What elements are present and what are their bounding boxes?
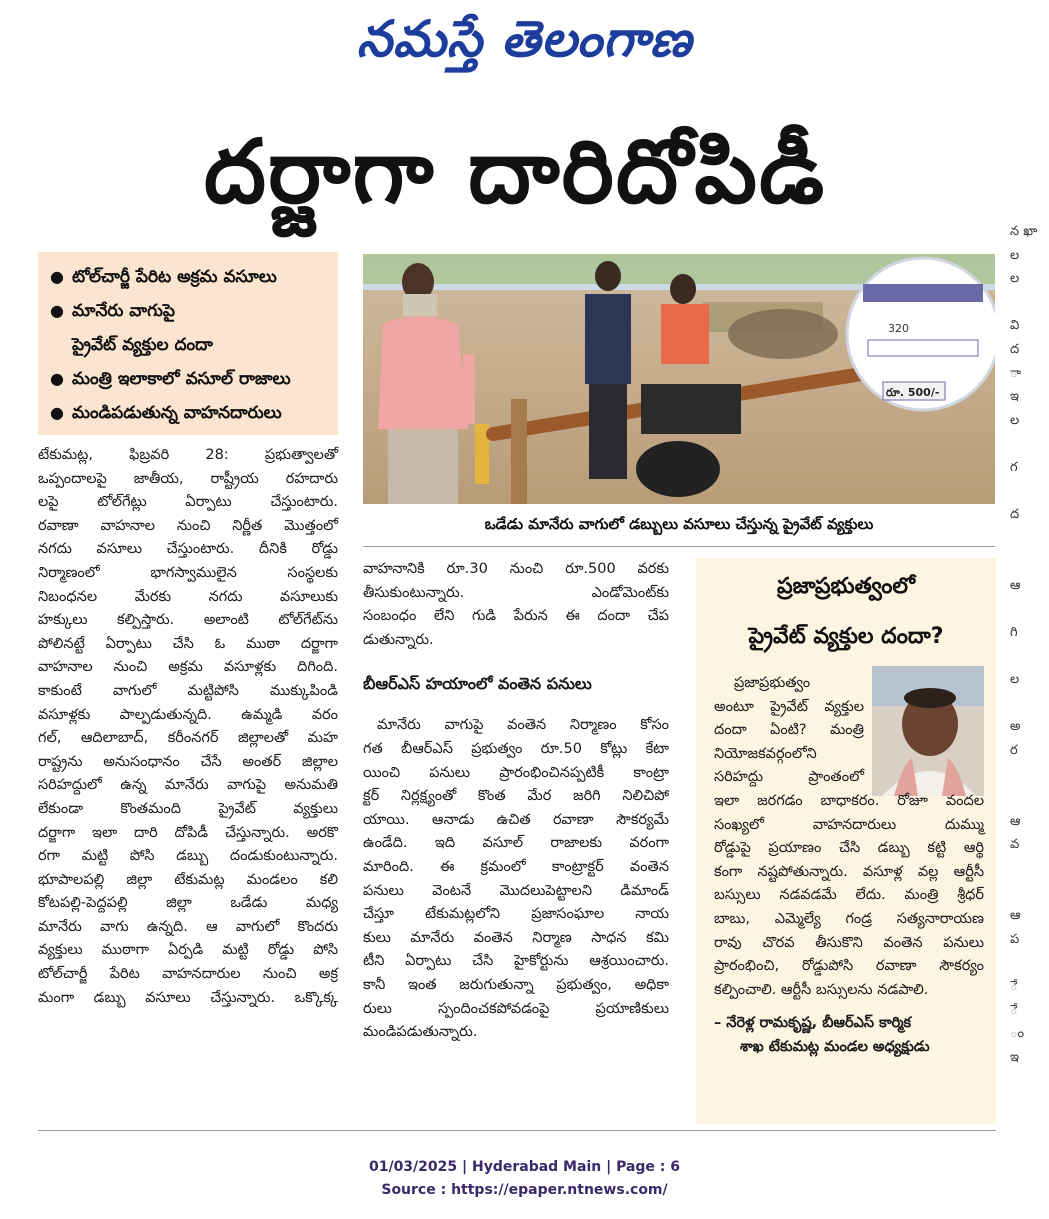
newspaper-masthead: నమస్తే తెలంగాణ <box>356 9 693 68</box>
fragment-line: వి <box>1010 318 1020 334</box>
divider <box>38 1130 996 1131</box>
fragment-line <box>1010 786 1049 810</box>
fragment-line <box>1010 881 1049 905</box>
text-line: సరిహద్దులో ఉన్న మానేరు వాగుపై అనుమతి <box>38 777 338 794</box>
news-photo <box>363 254 995 504</box>
highlight-item: ● టోల్‌చార్జీ పేరిట అక్రమ వసూలు <box>50 260 338 294</box>
text-line: సరిహద్దు ప్రాంతంలో <box>714 769 864 786</box>
photo-caption: ఒడేడు మానేరు వాగులో డబ్బులు వసూలు చేస్తున్న ప్రైవేట్ వ్యక్తులు <box>484 515 874 533</box>
text-line: హక్కులు కల్పిస్తారు. అలాంటి టోల్‌గేట్‌ను <box>38 612 338 629</box>
highlights-box <box>38 252 338 435</box>
text-line: భూపాలపల్లి జిల్లా టేకుమట్ల మండలం కలి <box>38 871 338 888</box>
divider <box>363 546 995 547</box>
fragment-line: ద <box>1010 341 1020 357</box>
text-line: గత బీఆర్‌ఎస్ ప్రభుత్వం రూ.50 కోట్లు కేటా <box>363 740 669 757</box>
fragment-line: ఇ <box>1010 1049 1019 1065</box>
text-line: రావు చొరవ తీసుకొని వంతెన పనులు <box>714 934 984 951</box>
fragment-line: గ <box>1010 459 1018 475</box>
text-line: అంటూ ప్రైవేట్ వ్యక్తుల <box>714 698 864 715</box>
text-line: గల్, ఆదిలాబాద్, కరీంనగర్ జిల్లాలతో మహ <box>38 730 338 747</box>
text-line: నిబంధనల మేరకు నగదు వసూలుకు <box>38 588 338 605</box>
fragment-line: ప <box>1010 931 1020 947</box>
page-info: 01/03/2025 | Hyderabad Main | Page : 6 <box>368 1159 681 1175</box>
fragment-line: ా <box>1010 365 1021 381</box>
fragment-line <box>1010 432 1049 456</box>
fragment-line: ఆ <box>1010 813 1021 829</box>
sidebar-title-line1: ప్రజాప్రభుత్వంలో <box>776 574 916 599</box>
fragment-line: ే <box>1010 1002 1018 1018</box>
fragment-line: ఆ <box>1010 908 1021 924</box>
text-line: దర్జాగా ఇలా దారి దోపిడీ చేస్తున్నారు. అరకొ <box>38 824 338 841</box>
text-line: బాబు, ఎమ్మెల్యే గండ్ర సత్యనారాయణ <box>714 910 984 927</box>
text-line: కోటపల్లి-పెద్దపల్లి జిల్లా ఒడేడు మధ్య <box>38 895 338 912</box>
sidebar-quote <box>714 672 984 1060</box>
adjacent-column-fragment <box>1010 220 1049 1120</box>
text-line: మానేరు వాగుపై వంతెన నిర్మాణం కోసం <box>377 717 669 734</box>
text-line: మారింది. ఈ క్రమంలో కాంట్రాక్టర్ వంతెన <box>363 858 669 875</box>
highlight-item: ● మంత్రి ఇలాకాలో వసూల్ రాజాలు <box>50 362 338 396</box>
text-line: యాయి. ఆనాడు ఉచిత రవాణా సౌకర్యమే <box>363 811 669 828</box>
text-line: రోడ్డుపై ప్రయాణం చేసి డబ్బు కట్టి ఆర్థి <box>714 840 984 857</box>
text-line: కాకుంటే వాగులో మట్టిపోసి ముక్కుపిండి <box>38 682 338 699</box>
fragment-line <box>1010 480 1049 504</box>
text-line: కానీ ఇంత జరుగుతున్నా ప్రభుత్వం, అధికా <box>363 976 669 993</box>
text-line: రులు స్పందించకపోవడంపై ప్రయాణికులు <box>363 1000 669 1017</box>
text-line: క్టర్ నిర్లక్ష్యంతో కొంత మేర జరిగి నిలిచిపో <box>363 788 669 805</box>
text-line: రగా మట్టి పోసి డబ్బు దండుకుంటున్నారు. <box>38 848 338 865</box>
text-line: కంగా నష్టపోతున్నారు. వసూళ్ల వల్ల ఆర్టీసీ <box>714 863 984 880</box>
text-line: పోలినట్టే ఏర్పాటు చేసి ఓ ముఠా దర్జాగా <box>38 635 338 652</box>
receipt-amount: రూ. 500/- <box>886 386 940 399</box>
fragment-line: గి <box>1010 625 1018 641</box>
text-line: రవాణా వాహనాల నుంచి నిర్ణీత మొత్తంలో <box>38 517 338 534</box>
text-line: కల్పించాలి. ఆర్టీసీ బస్సులను నడపాలి. <box>714 981 929 998</box>
signature-line2: శాఖ టేకుమట్ల మండల అధ్యక్షుడు <box>740 1038 930 1055</box>
fragment-line: ర <box>1010 743 1018 759</box>
text-line: ఉండేది. ఇది వసూల్ రాజాలకు వరంగా <box>363 835 669 852</box>
text-line: పనులు వెంటనే మొదలుపెట్టాలని డిమాండ్ <box>363 882 669 899</box>
text-line: సంఖ్యలో వాహనదారులు దుమ్ము <box>714 816 984 833</box>
fragment-line <box>1010 951 1049 975</box>
text-line: వసూళ్లకు పాల్పడుతున్నది. ఉమ్మడి వరం <box>38 706 338 723</box>
text-line: రాష్ట్రను అనుసంధానం చేసే అంతర్ జిల్లాల <box>38 753 338 770</box>
fragment-line <box>1010 291 1049 315</box>
text-line: నగదు వసూలు చేస్తుంటారు. దీనికి రోడ్డు <box>38 541 338 558</box>
highlight-item-continued: ప్రైవేట్ వ్యక్తుల దందా <box>72 335 213 355</box>
fragment-line: ం <box>1010 1026 1025 1042</box>
fragment-line: న ఖా <box>1010 224 1038 239</box>
bullet-icon: ● <box>50 369 64 388</box>
text-line: యించి పనులు ప్రారంభించినప్పటికీ కాంట్రా <box>363 764 669 781</box>
fragment-line <box>1010 645 1049 669</box>
fragment-line: అ <box>1010 719 1021 735</box>
article-column-1 <box>38 444 338 1010</box>
text-line: టోల్‌చార్జీ పేరిట వాహనదారుల నుంచి అక్ర <box>38 966 338 983</box>
fragment-line: ల <box>1010 247 1020 263</box>
text-line: నియోజకవర్గంలోని <box>714 745 817 762</box>
fragment-line: ఇ <box>1010 389 1019 405</box>
fragment-line: ల <box>1010 412 1020 428</box>
text-line: వాహనాల నుంచి అక్రమ వసూళ్లకు దిగింది. <box>38 659 338 676</box>
text-line: నిర్మాణంలో భాగస్వాములైన సంస్థలకు <box>38 564 338 581</box>
fragment-line <box>1010 527 1049 551</box>
bullet-icon: ● <box>50 403 64 422</box>
receipt-number: 320 <box>888 322 909 335</box>
source-link[interactable]: Source : https://epaper.ntnews.com/ <box>381 1182 668 1198</box>
text-line: తీసుకుంటున్నారు. ఎండోమెంట్‌కు <box>363 584 669 601</box>
text-line: ప్రజాప్రభుత్వం <box>734 675 811 691</box>
text-line: టేకుమట్ల, ఫిబ్రవరి 28: ప్రభుత్వాలతో <box>38 447 338 463</box>
headline: దర్జాగా దారిదోపిడీ <box>203 120 827 223</box>
text-line: మానేరు వాగు ఉన్నది. ఆ వాగులో కొందరు <box>38 918 338 935</box>
bullet-icon: ● <box>50 267 64 286</box>
text-line: చేస్తూ టేకుమట్లలోని ప్రజాసంఘాల నాయ <box>363 906 669 923</box>
fragment-line: ద <box>1010 507 1020 523</box>
text-line: మంగా డబ్బు వసూలు చేస్తున్నారు. ఒక్కొక్క <box>38 989 338 1006</box>
fragment-line <box>1010 857 1049 881</box>
text-line: సంబంధం లేని గుడి పేరున ఈ దందా చేప <box>363 608 669 625</box>
text-line: వ్యక్తులు ముఠాగా ఏర్పడి మట్టి రోడ్డు పోసి <box>38 942 338 959</box>
highlight-item: ● మండిపడుతున్న వాహనదారులు <box>50 396 338 430</box>
text-line: ప్రారంభించి, రోడ్డుపోసి రవాణా సౌకర్యం <box>714 958 984 975</box>
text-line: దందా ఏంటి? మంత్రి <box>714 722 864 739</box>
subheading: బీఆర్‌ఎస్ హయాంలో వంతెన పనులు <box>363 674 592 694</box>
text-line: డుతున్నారు. <box>363 631 434 648</box>
fragment-line: ల <box>1010 271 1020 287</box>
highlight-item: ● మానేరు వాగుపై <box>50 294 338 328</box>
text-line: ఇలా జరగడం బాధాకరం. రోజూ వందల <box>714 792 984 809</box>
article-column-2 <box>363 558 669 1045</box>
sidebar-title-line2: ప్రైవేట్ వ్యక్తుల దందా? <box>748 624 944 649</box>
text-line: లేకుండా కొంతమంది ప్రైవేట్ వ్యక్తులు <box>38 800 338 817</box>
bullet-icon: ● <box>50 301 64 320</box>
sidebar-box <box>696 558 996 1124</box>
text-line: ఒప్పందాలపై జాతీయ, రాష్ట్రీయ రహదారు <box>38 470 338 487</box>
fragment-line: ే <box>1010 979 1018 994</box>
text-line: వాహనానికి రూ.30 నుంచి రూ.500 వరకు <box>363 561 669 577</box>
text-line: కులు మానేరు వంతెన నిర్మాణ సాధన కమి <box>363 929 669 946</box>
text-line: బస్సులు నడవడమే లేదు. మంత్రి శ్రీధర్ <box>714 887 984 904</box>
fragment-line: వ <box>1010 837 1020 853</box>
fragment-line: ల <box>1010 672 1020 688</box>
signature-line1: – నేరెళ్ల రామకృష్ణ, బీఆర్‌ఎస్ కార్మిక <box>714 1015 912 1032</box>
fragment-line <box>1010 763 1049 787</box>
fragment-line: ఆ <box>1010 577 1021 593</box>
fragment-line <box>1010 550 1049 574</box>
text-line: టీని ఏర్పాటు చేసి హైకోర్టును ఆశ్రయించారు. <box>363 953 669 970</box>
fragment-line <box>1010 692 1049 716</box>
text-line: లపై టోల్‌గేట్లు ఏర్పాటు చేస్తుంటారు. <box>38 494 338 511</box>
text-line: మండిపడుతున్నారు. <box>363 1024 478 1041</box>
fragment-line <box>1010 598 1049 622</box>
